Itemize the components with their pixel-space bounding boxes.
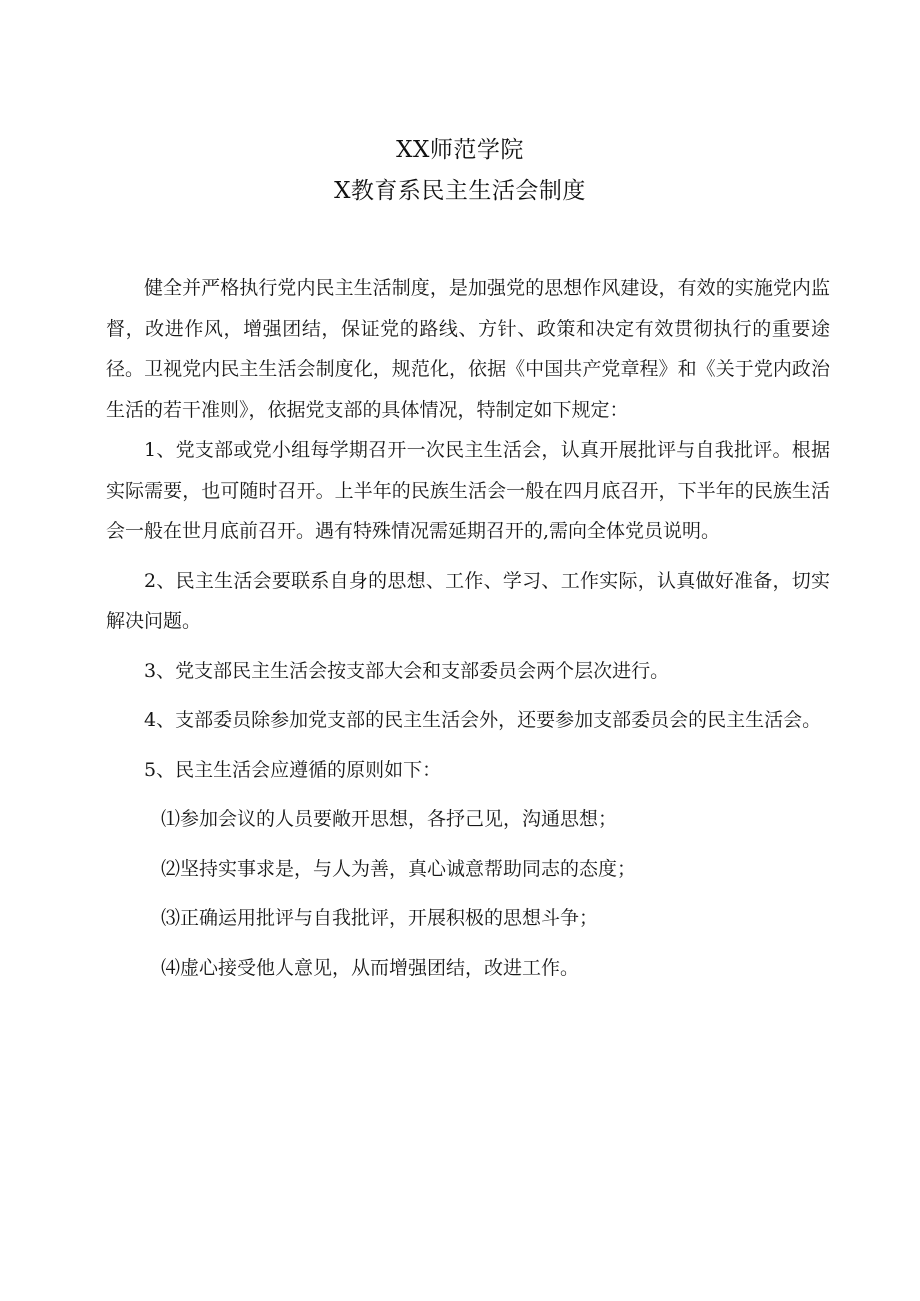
rule-2-paragraph: 2、民主生活会要联系自身的思想、工作、学习、工作实际，认真做好准备，切实解决问题。: [106, 569, 830, 632]
rule-5-paragraph: 5、民主生活会应遵循的原则如下：: [144, 758, 442, 781]
rule-3-paragraph: 3、党支部民主生活会按支部大会和支部委员会两个层次进行。: [144, 659, 670, 682]
intro-paragraph: 健全并严格执行党内民主生活制度，是加强党的思想作风建设，有效的实施党内监督，改进作风，增强团结，保证党的路线、方针、政策和决定有效贯彻执行的重要途径。卫视党内民主生活会制度化，规范化，依据《中国共产党章程》和《关于党内政治生活的若干准则》，依据党支部的具体情况，特制定如下规定：: [106, 277, 830, 421]
principle-item: ⑴参加会议的人员要敞开思想，各抒己见，沟通思想；: [161, 808, 618, 830]
document-body: [106, 268, 830, 988]
rule-4-paragraph: 4、支部委员除参加党支部的民主生活会外，还要参加支部委员会的民主生活会。: [144, 709, 822, 731]
principle-item: ⑶正确运用批评与自我批评，开展积极的思想斗争；: [161, 907, 599, 929]
principle-item: ⑷虚心接受他人意见，从而增强团结，改进工作。: [161, 956, 580, 979]
principle-item: ⑵坚持实事求是，与人为善，真心诚意帮助同志的态度；: [161, 857, 637, 880]
document-title: XX师范学院: [396, 137, 524, 163]
title-block: [0, 130, 920, 212]
document-subtitle: X教育系民主生活会制度: [334, 178, 586, 204]
rule-1-paragraph: 1、党支部或党小组每学期召开一次民主生活会，认真开展批评与自我批评。根据实际需要，也可随时召开。上半年的民族生活会一般在四月底召开，下半年的民族生活会一般在世月底前召开。遇有特殊情况需延期召开的,需向全体党员说明。: [106, 439, 830, 542]
